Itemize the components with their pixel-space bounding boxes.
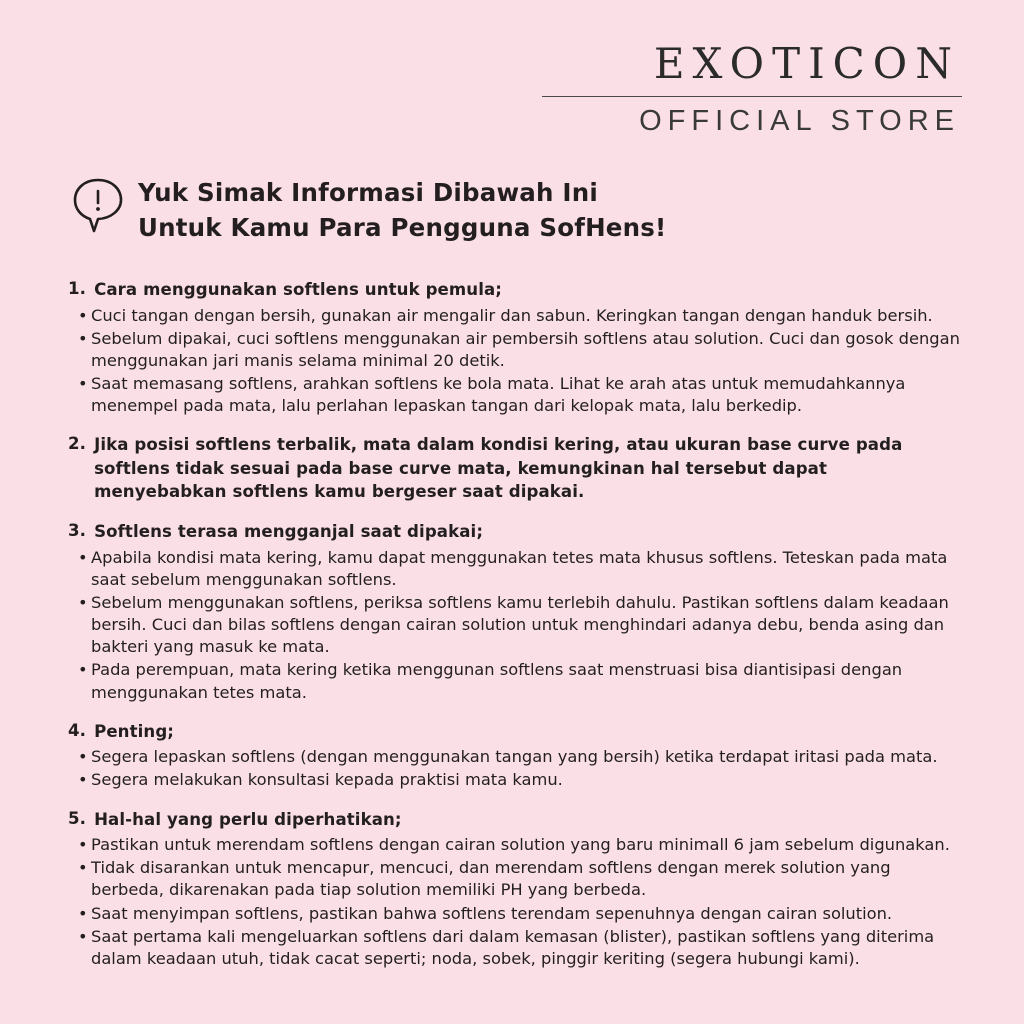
- list-item: [68, 305, 964, 327]
- section-heading: [68, 433, 964, 504]
- section-heading: [68, 520, 964, 544]
- section-bullets: [68, 547, 964, 704]
- bullet-text: Sebelum menggunakan softlens, periksa softlens kamu terlebih dahulu. Pastikan softlens dalam keadaan bersih. Cuci dan bilas softlens dengan cairan solution untuk menghindari adanya debu, benda asing dan bakteri yang masuk ke mata.: [91, 592, 949, 657]
- bullet-marker: •: [78, 328, 88, 348]
- section-number: 1.: [68, 279, 87, 298]
- section-number: 3.: [68, 521, 87, 541]
- bullet-marker: •: [78, 747, 88, 767]
- bullet-text: Pada perempuan, mata kering ketika menggunan softlens saat menstruasi bisa diantisipasi dengan menggunakan tetes mata.: [91, 660, 903, 702]
- brand-name: EXOTICON: [653, 39, 960, 88]
- bullet-marker: •: [78, 770, 88, 790]
- bullet-text: Sebelum dipakai, cuci softlens menggunakan air pembersih softlens atau solution. Cuci dan gosok dengan menggunakan jari manis selama minimal 20 detik.: [91, 328, 960, 370]
- section-number: 5.: [68, 808, 87, 828]
- list-item: [68, 592, 964, 658]
- list-item: [68, 857, 964, 901]
- headline-line-1: Yuk Simak Informasi Dibawah Ini: [138, 178, 598, 207]
- bullet-text: Saat pertama kali mengeluarkan softlens dari dalam kemasan (blister), pastikan softlens yang diterima dalam keadaan utuh, tidak cacat seperti; noda, sobek, pinggir keriting (segera hubungi kami).: [91, 926, 935, 968]
- list-item: [68, 373, 964, 417]
- headline-line-2: Untuk Kamu Para Pengguna SofHens!: [138, 212, 667, 242]
- list-item: [68, 746, 964, 768]
- bullet-marker: •: [78, 858, 88, 878]
- brand-header: [542, 39, 962, 138]
- brand-subtitle: OFFICIAL STORE: [639, 105, 960, 138]
- headline-text: [138, 176, 666, 246]
- list-item: [68, 926, 964, 970]
- bullet-marker: •: [78, 926, 88, 946]
- bullet-text: Tidak disarankan untuk mencapur, mencuci, dan merendam softlens dengan merek solution yang berbeda, dikarenakan pada tiap solution memiliki PH yang berbeda.: [91, 858, 891, 900]
- brand-divider: [542, 96, 962, 97]
- bullet-marker: •: [78, 903, 88, 923]
- section-bullets: [68, 305, 964, 418]
- section-number: 2.: [68, 434, 87, 454]
- section-title: Softlens terasa mengganjal saat dipakai;: [94, 522, 484, 542]
- bullet-text: Cuci tangan dengan bersih, gunakan air mengalir dan sabun. Keringkan tangan dengan handuk bersih.: [91, 305, 933, 325]
- bullet-marker: •: [78, 592, 88, 612]
- speech-bubble-exclamation-icon: [72, 178, 124, 236]
- bullet-text: Apabila kondisi mata kering, kamu dapat menggunakan tetes mata khusus softlens. Teteskan pada mata saat sebelum menggunakan softlens.: [91, 547, 948, 589]
- information-list: [68, 278, 964, 971]
- section-title: Jika posisi softlens terbalik, mata dalam kondisi kering, atau ukuran base curve pada softlens tidak sesuai pada base curve mata, kemungkinan hal tersebut dapat menyebabkan softlens kamu bergeser saat dipakai.: [94, 435, 903, 502]
- section-title: Hal-hal yang perlu diperhatikan;: [94, 809, 402, 829]
- list-item: [68, 834, 964, 856]
- bullet-marker: •: [78, 374, 88, 394]
- section-bullets: [68, 834, 964, 970]
- list-item: [68, 769, 964, 791]
- section-heading: [68, 278, 964, 302]
- bullet-text: Pastikan untuk merendam softlens dengan cairan solution yang baru minimall 6 jam sebelum digunakan.: [91, 835, 950, 855]
- section-number: 4.: [68, 720, 87, 740]
- bullet-marker: •: [78, 660, 88, 680]
- bullet-marker: •: [78, 835, 88, 855]
- section-bullets: [68, 746, 964, 791]
- section: [68, 720, 964, 792]
- section: [68, 278, 964, 417]
- section: [68, 808, 964, 971]
- list-item: [68, 903, 964, 925]
- list-item: [68, 328, 964, 372]
- bullet-text: Segera lepaskan softlens (dengan menggunakan tangan yang bersih) ketika terdapat iritasi pada mata.: [91, 747, 938, 767]
- list-item: [68, 547, 964, 591]
- section-heading: [68, 720, 964, 744]
- bullet-marker: •: [78, 547, 88, 567]
- section-title: Cara menggunakan softlens untuk pemula;: [94, 280, 503, 299]
- section-title: Penting;: [94, 721, 175, 741]
- bullet-text: Saat memasang softlens, arahkan softlens ke bola mata. Lihat ke arah atas untuk memudahkannya menempel pada mata, lalu perlahan lepaskan tangan dari kelopak mata, lalu berkedip.: [91, 374, 906, 416]
- section: [68, 433, 964, 504]
- headline-block: [72, 176, 964, 246]
- section-heading: [68, 808, 964, 832]
- bullet-text: Saat menyimpan softlens, pastikan bahwa softlens terendam sepenuhnya dengan cairan solution.: [91, 903, 893, 923]
- list-item: [68, 659, 964, 703]
- section: [68, 520, 964, 704]
- bullet-text: Segera melakukan konsultasi kepada praktisi mata kamu.: [91, 770, 563, 790]
- bullet-marker: •: [78, 305, 88, 325]
